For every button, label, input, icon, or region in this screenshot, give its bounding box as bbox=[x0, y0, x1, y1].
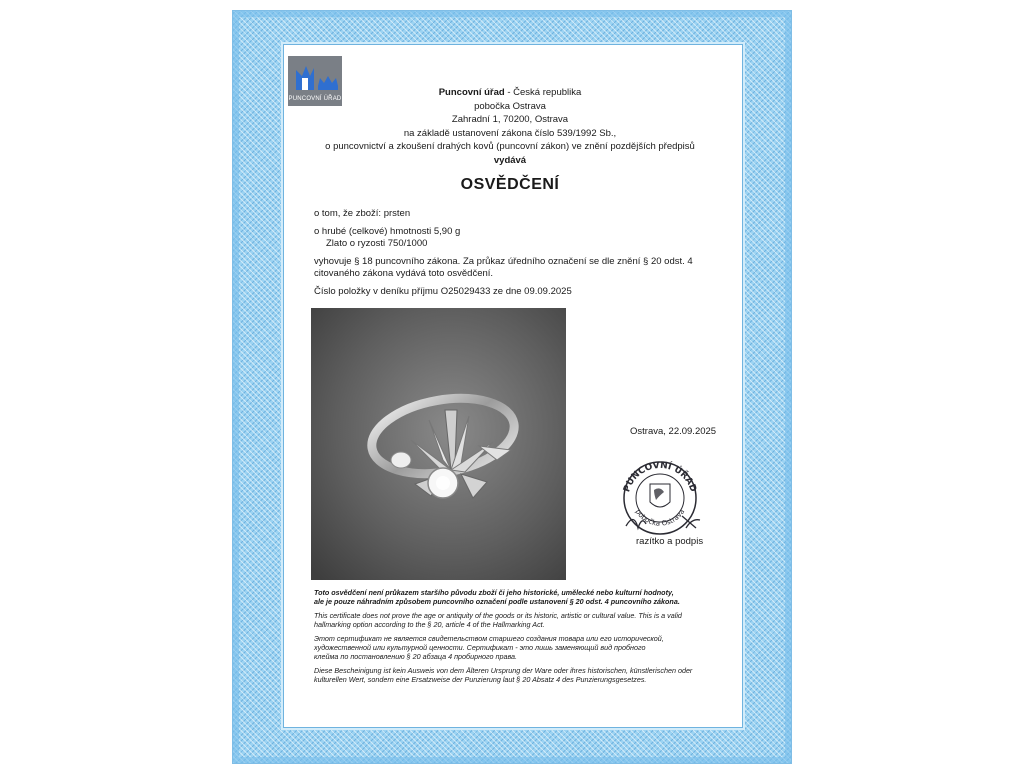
law-reference: na základě ustanovení zákona číslo 539/1992 Sb., bbox=[403, 127, 617, 139]
disclaimer-notes bbox=[314, 588, 732, 689]
note-english-line-1: This certificate does not prove the age or antiquity of the goods or its historic, artistic or cultural value. This is a valid bbox=[314, 611, 682, 620]
office-name: Puncovní úřad bbox=[438, 87, 505, 98]
note-russian-line-1: Этот сертификат не является свидетельством старшего создания товара или его исторической, bbox=[314, 634, 664, 643]
place-date: Ostrava, 22.09.2025 bbox=[630, 426, 717, 437]
ring-photo bbox=[311, 308, 566, 580]
stamp-bottom-text: pobočka Ostrava bbox=[633, 507, 687, 528]
stamp-seal-icon bbox=[612, 456, 708, 536]
office-stamp bbox=[612, 456, 708, 536]
note-german-line-1: Diese Bescheinigung ist kein Ausweis von dem Älteren Ursprung der Ware oder ihres historischen, künstlerischen oder bbox=[314, 666, 693, 675]
ring-image bbox=[311, 308, 566, 580]
note-german-line-2: kulturellen Wert, sondern eine Ersatzweise der Punzierung laut § 20 Absatz 4 des Punzierungsgesetzes. bbox=[314, 675, 647, 684]
item-number-line: Číslo položky v deníku příjmu O25029433 ze dne 09.09.2025 bbox=[314, 286, 572, 297]
note-czech bbox=[314, 588, 732, 606]
compliance-line-1: vyhovuje § 18 puncovního zákona. Za průkaz úředního označení se dle znění § 20 odst. 4 bbox=[314, 256, 693, 267]
svg-text:pobočka Ostrava bbox=[634, 508, 687, 528]
certificate-header bbox=[320, 86, 700, 167]
logo-label: PUNCOVNÍ ÚŘAD bbox=[288, 96, 342, 102]
weight-line: o hrubé (celkové) hmotnosti 5,90 g bbox=[314, 226, 461, 237]
office-country: - Česká republika bbox=[504, 87, 582, 98]
note-czech-line-2: ale je pouze náhradním způsobem puncovního označení podle ustanovení § 20 odst. 4 puncovního zákona. bbox=[314, 597, 680, 606]
stamp-top-text: PUNCOVNÍ ÚŘAD bbox=[622, 460, 698, 494]
note-russian bbox=[314, 634, 732, 661]
branch-name: pobočka Ostrava bbox=[474, 100, 546, 112]
note-czech-line-1: Toto osvědčení není průkazem staršího původu zboží či jeho historické, umělecké nebo kulturní hodnoty, bbox=[314, 588, 674, 597]
note-russian-line-3: клейма по постановлению § 20 абзаца 4 пробирного права. bbox=[314, 652, 518, 661]
issues-label: vydává bbox=[493, 154, 527, 166]
goods-line: o tom, že zboží: prsten bbox=[314, 208, 411, 219]
note-russian-line-2: художественной или культурной ценности. Сертификат - это лишь заменяющий вид пробного bbox=[314, 643, 646, 652]
note-english-line-2: hallmarking option according to the § 20, article 4 of the Hallmarking Act. bbox=[314, 620, 545, 629]
law-title: o puncovnictví a zkoušení drahých kovů (puncovní zákon) ve znění pozdějších předpisů bbox=[325, 141, 695, 152]
note-german bbox=[314, 666, 732, 684]
purity-line: Zlato o ryzosti 750/1000 bbox=[326, 238, 428, 249]
issuing-office bbox=[320, 86, 700, 100]
certificate-title: OSVĚDČENÍ bbox=[460, 176, 560, 193]
note-english bbox=[314, 611, 732, 629]
office-address: Zahradní 1, 70200, Ostrava bbox=[451, 114, 569, 125]
svg-text:PUNCOVNÍ ÚŘAD bbox=[622, 460, 698, 493]
signature-label: razítko a podpis bbox=[636, 536, 704, 547]
compliance-line-2: citovaného zákona vydává toto osvědčení. bbox=[314, 268, 494, 279]
